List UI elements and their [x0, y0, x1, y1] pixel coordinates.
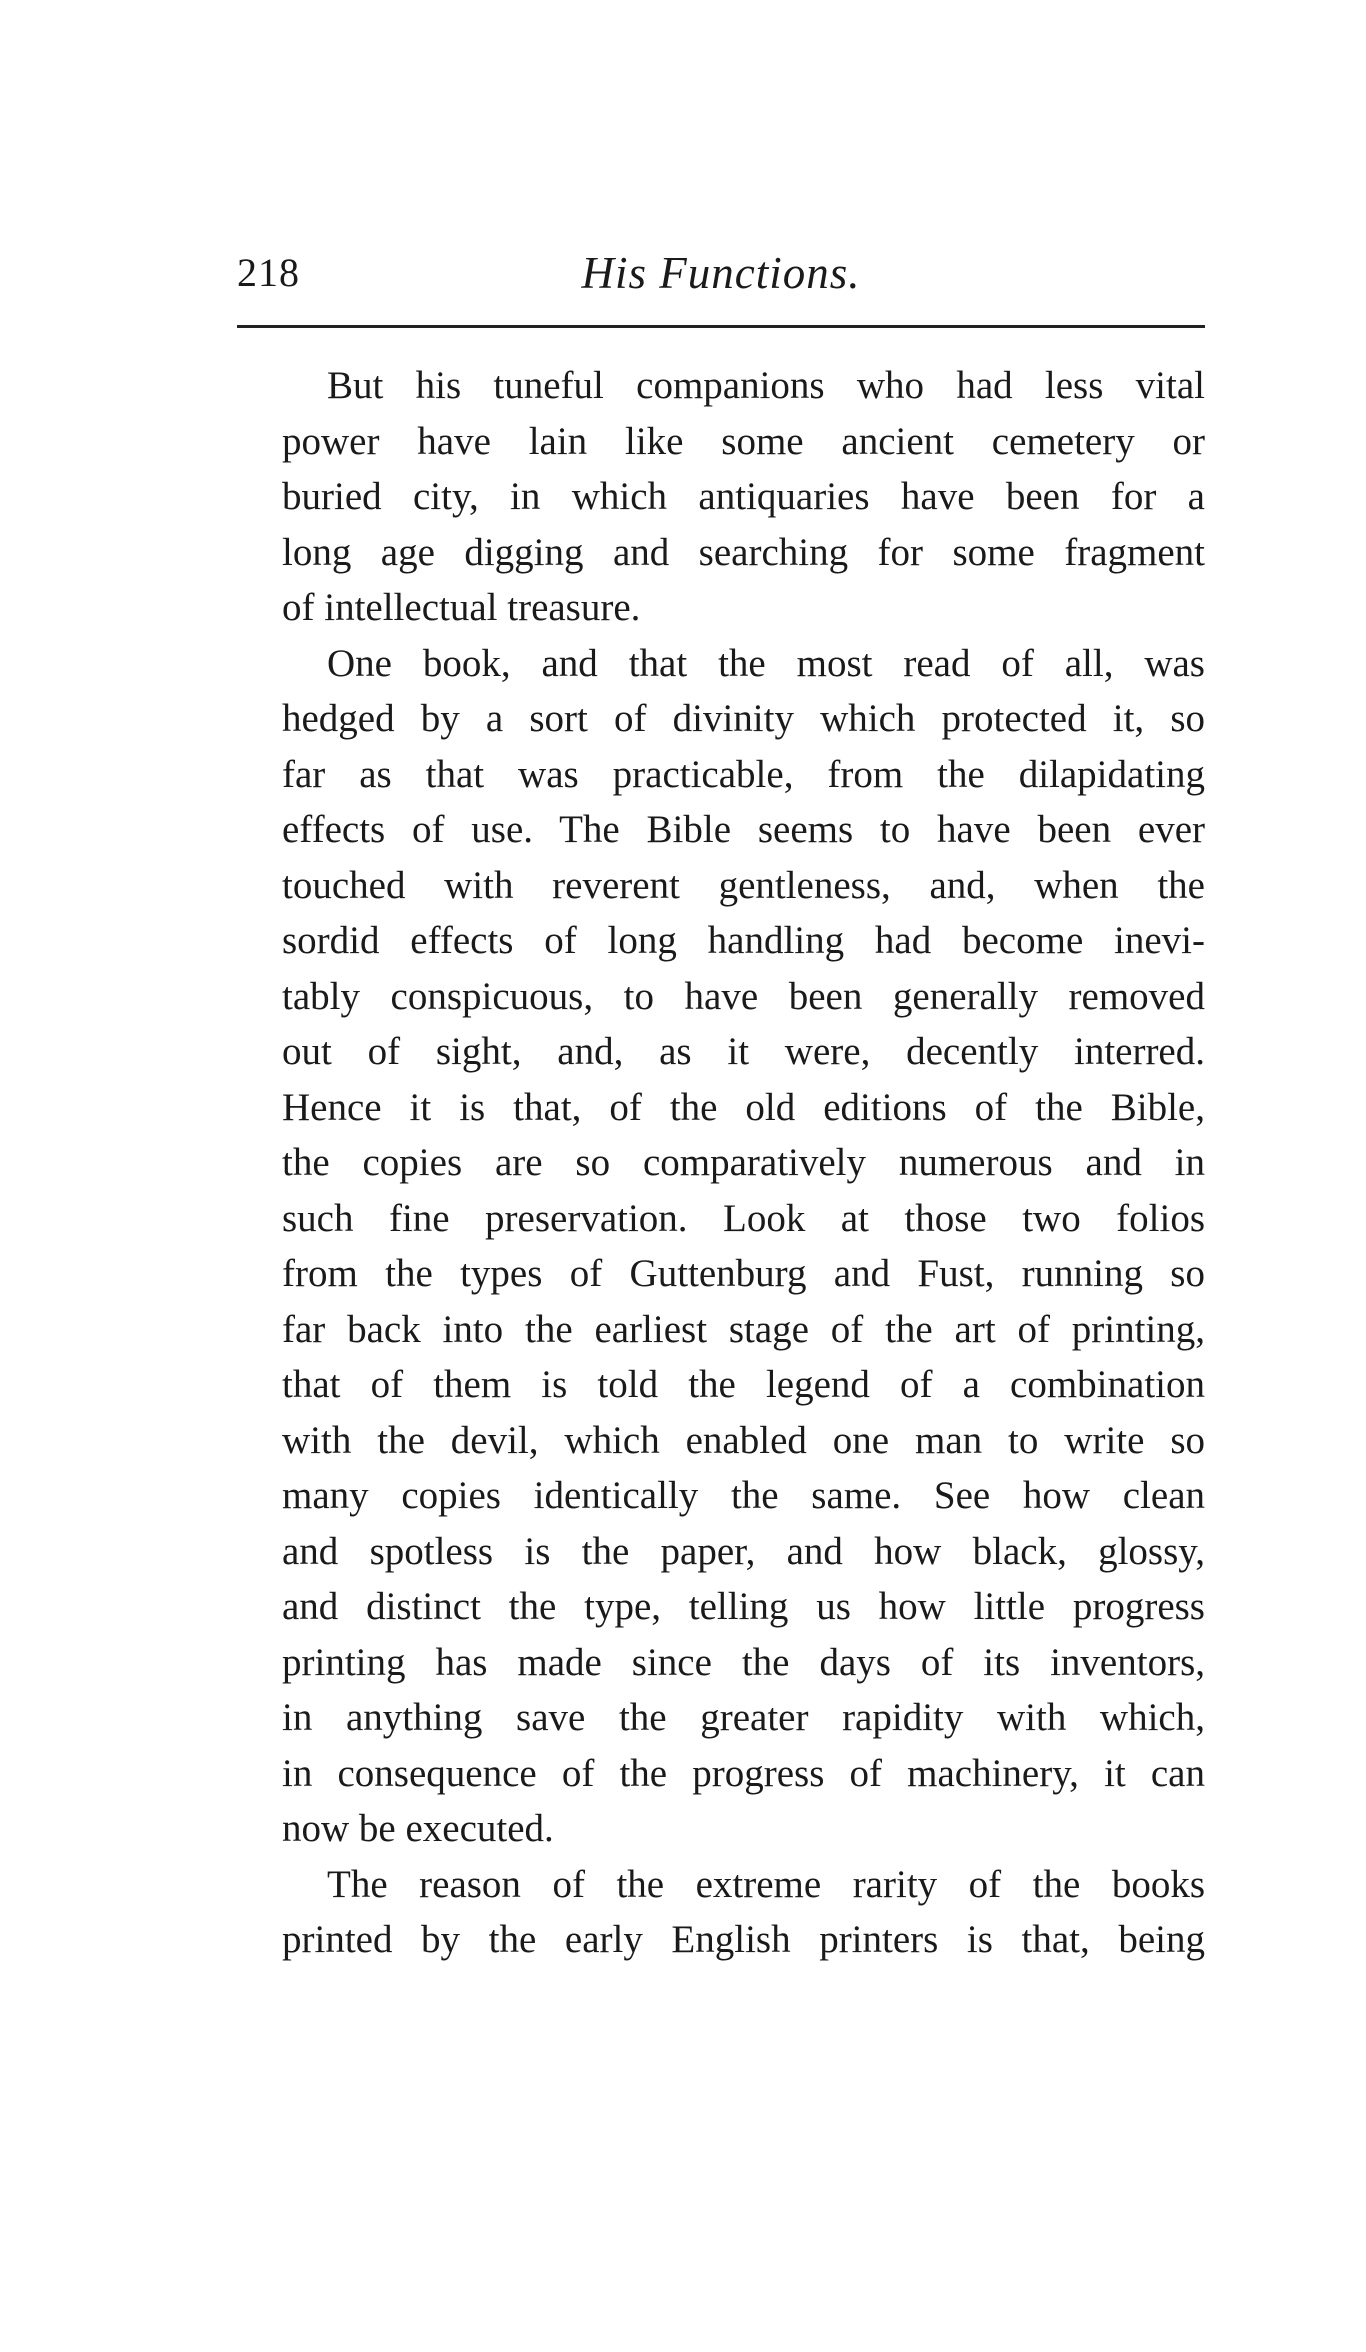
page-number: 218: [237, 250, 300, 295]
text-line: power have lain like some ancient cemetery or: [282, 419, 1205, 463]
text-line: such fine preservation. Look at those two folios: [282, 1196, 1205, 1240]
text-line: One book, and that the most read of all, was: [327, 641, 1205, 685]
text-line: hedged by a sort of divinity which protected it, so: [282, 697, 1205, 740]
text-line: printed by the early English printers is that, being: [282, 1918, 1205, 1961]
text-line: far back into the earliest stage of the art of printing,: [282, 1307, 1205, 1351]
text-line: of intellectual treasure.: [282, 586, 641, 629]
body-text: [237, 358, 1205, 1968]
paragraph-1: [237, 358, 1205, 636]
text-line: and spotless is the paper, and how black, glossy,: [282, 1529, 1205, 1573]
text-line: The reason of the extreme rarity of the books: [327, 1862, 1205, 1906]
text-line: in anything save the greater rapidity with which,: [282, 1696, 1205, 1739]
text-line: now be executed.: [282, 1807, 554, 1850]
text-line: long age digging and searching for some fragment: [282, 530, 1205, 574]
text-line: buried city, in which antiquaries have been for a: [282, 475, 1205, 518]
text-line: printing has made since the days of its inventors,: [282, 1640, 1205, 1684]
header-rule: [237, 325, 1205, 328]
text-line: out of sight, and, as it were, decently interred.: [282, 1030, 1205, 1073]
text-line: Hence it is that, of the old editions of the Bible,: [282, 1085, 1205, 1129]
text-line: touched with reverent gentleness, and, when the: [282, 863, 1205, 907]
text-line: the copies are so comparatively numerous and in: [282, 1141, 1205, 1184]
text-line: far as that was practicable, from the dilapidating: [282, 752, 1205, 796]
text-line: tably conspicuous, to have been generally removed: [282, 974, 1205, 1018]
text-line: many copies identically the same. See how clean: [282, 1474, 1205, 1517]
text-line: from the types of Guttenburg and Fust, running so: [282, 1252, 1205, 1295]
text-line: that of them is told the legend of a combination: [282, 1363, 1205, 1406]
text-line: with the devil, which enabled one man to write so: [282, 1418, 1205, 1462]
text-line: sordid effects of long handling had become inevi-: [282, 919, 1205, 962]
text-line: in consequence of the progress of machinery, it can: [282, 1751, 1205, 1795]
text-line: But his tuneful companions who had less vital: [327, 364, 1205, 407]
page-header: [237, 243, 1205, 303]
paragraph-2: [237, 636, 1205, 1857]
running-title: His Functions.: [581, 248, 861, 298]
text-line: and distinct the type, telling us how little progress: [282, 1585, 1205, 1628]
text-line: effects of use. The Bible seems to have been ever: [282, 808, 1205, 851]
paragraph-3: [237, 1857, 1205, 1968]
